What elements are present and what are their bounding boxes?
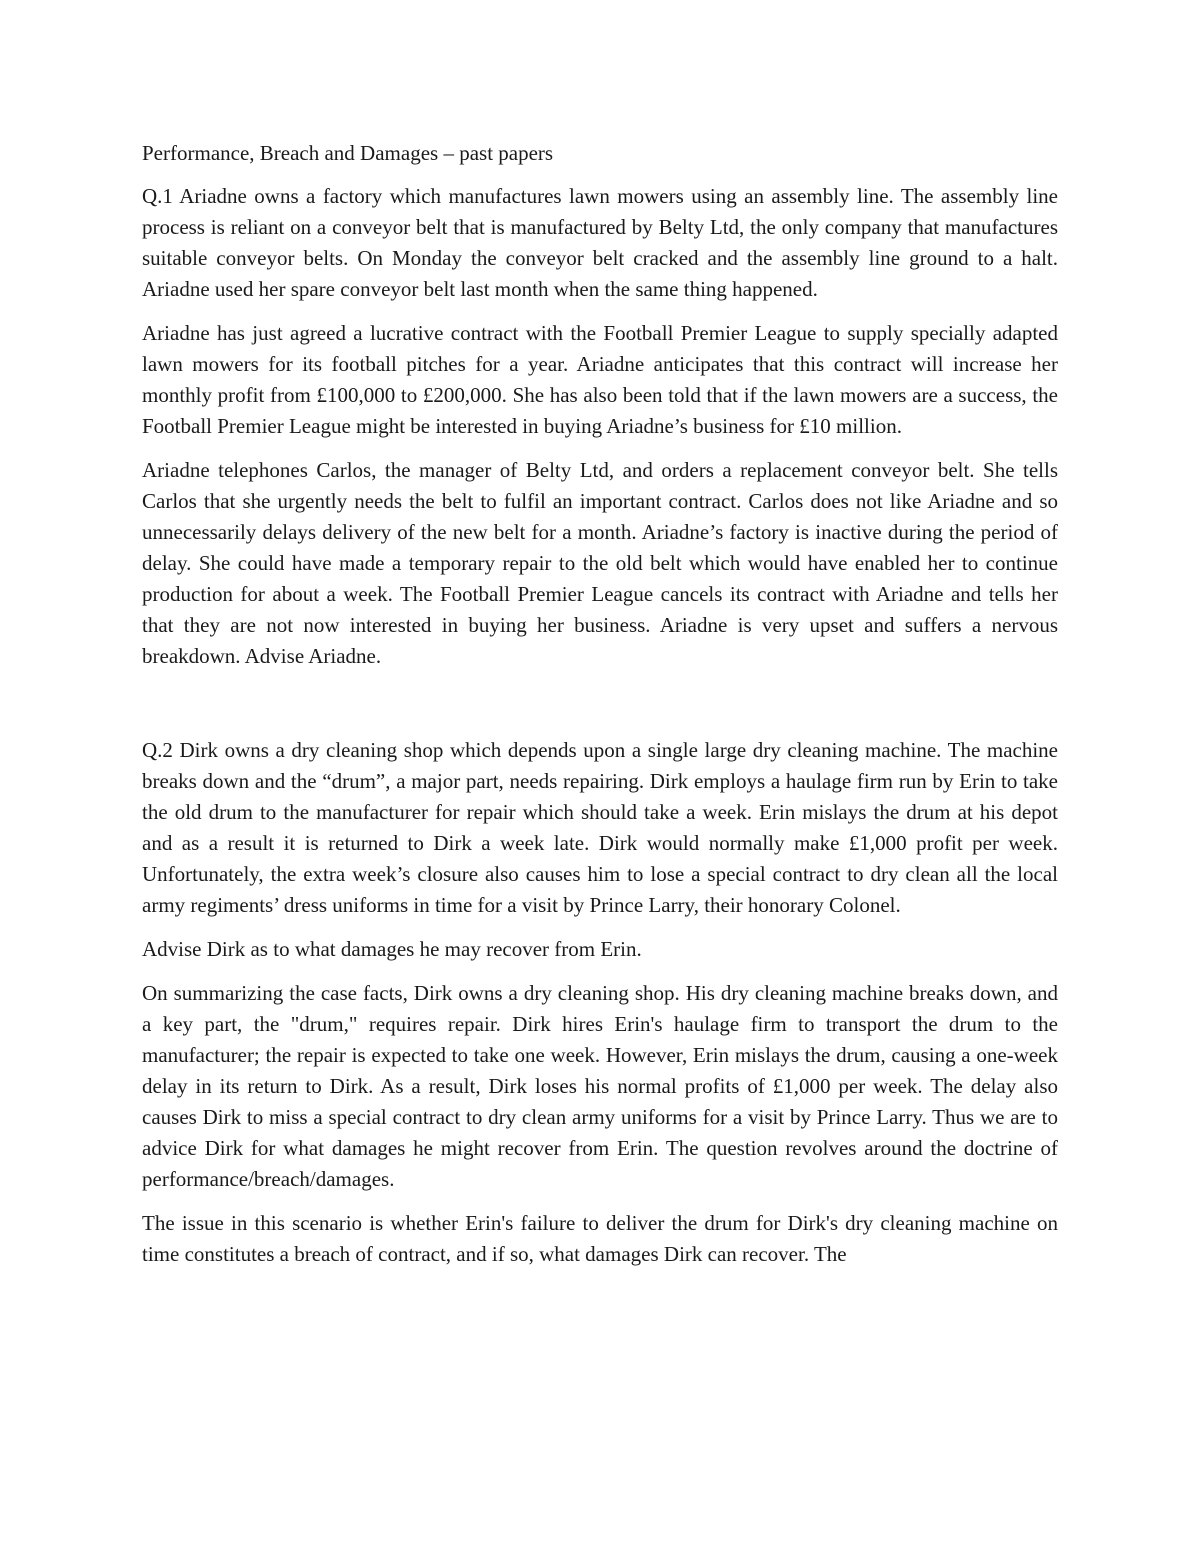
q1-paragraph-2: Ariadne has just agreed a lucrative contract with the Football Premier League to supply specially adapted lawn mowers for its football pitches for a year. Ariadne anticipates that this contract will increase her monthly profit from £100,000 to £200,000. She has also been told that if the lawn mowers are a success, the Football Premier League might be interested in buying Ariadne’s business for £10 million. <box>142 321 1058 438</box>
q2-paragraph-1: Q.2 Dirk owns a dry cleaning shop which depends upon a single large dry cleaning machine. The machine breaks down and the “drum”, a major part, needs repairing. Dirk employs a haulage firm run by Erin to take the old drum to the manufacturer for repair which should take a week. Erin mislays the drum at his depot and as a result it is returned to Dirk a week late. Dirk would normally make £1,000 profit per week. Unfortunately, the extra week’s closure also causes him to lose a special contract to dry clean all the local army regiments’ dress uniforms in time for a visit by Prince Larry, their honorary Colonel. <box>142 738 1058 917</box>
q2-paragraph-4: The issue in this scenario is whether Erin's failure to deliver the drum for Dirk's dry cleaning machine on time constitutes a breach of contract, and if so, what damages Dirk can recover. The <box>142 1211 1058 1266</box>
q1-paragraph-1: Q.1 Ariadne owns a factory which manufactures lawn mowers using an assembly line. The assembly line process is reliant on a conveyor belt that is manufactured by Belty Ltd, the only company that manufactures suitable conveyor belts. On Monday the conveyor belt cracked and the assembly line ground to a halt. Ariadne used her spare conveyor belt last month when the same thing happened. <box>142 184 1058 301</box>
document-page <box>142 138 1058 1283</box>
q1-paragraph-3: Ariadne telephones Carlos, the manager of Belty Ltd, and orders a replacement conveyor belt. She tells Carlos that she urgently needs the belt to fulfil an important contract. Carlos does not like Ariadne and so unnecessarily delays delivery of the new belt for a month. Ariadne’s factory is inactive during the period of delay. She could have made a temporary repair to the old belt which would have enabled her to continue production for about a week. The Football Premier League cancels its contract with Ariadne and tells her that they are not now interested in buying her business. Ariadne is very upset and suffers a nervous breakdown. Advise Ariadne. <box>142 458 1058 668</box>
section-spacer <box>142 685 1058 735</box>
q2-paragraph-3: On summarizing the case facts, Dirk owns a dry cleaning shop. His dry cleaning machine breaks down, and a key part, the "drum," requires repair. Dirk hires Erin's haulage firm to transport the drum to the manufacturer; the repair is expected to take one week. However, Erin mislays the drum, causing a one-week delay in its return to Dirk. As a result, Dirk loses his normal profits of £1,000 per week. The delay also causes Dirk to miss a special contract to dry clean army uniforms for a visit by Prince Larry. Thus we are to advice Dirk for what damages he might recover from Erin. The question revolves around the doctrine of performance/breach/damages. <box>142 981 1058 1191</box>
q2-paragraph-2: Advise Dirk as to what damages he may recover from Erin. <box>142 937 642 961</box>
document-title: Performance, Breach and Damages – past papers <box>142 141 554 165</box>
